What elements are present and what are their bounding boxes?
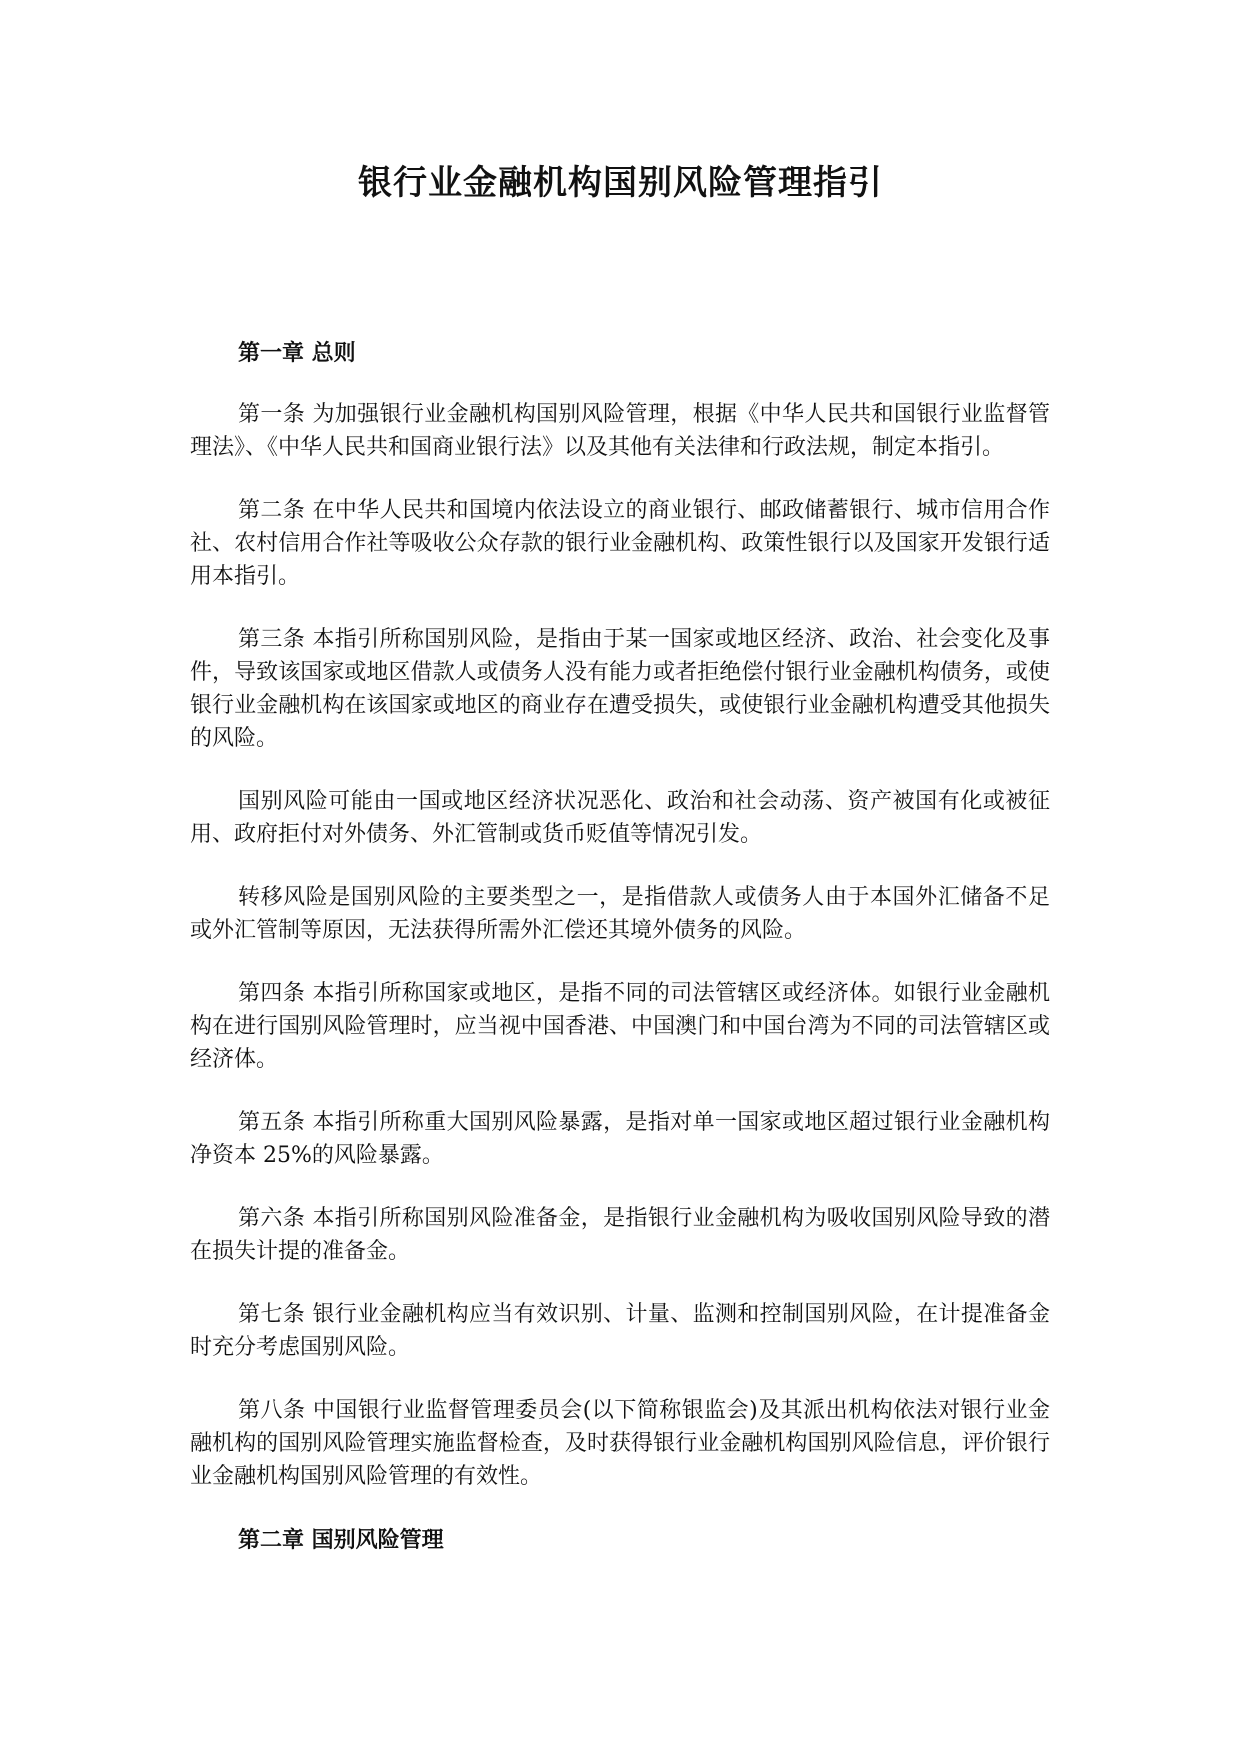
chapter-heading: 第二章 国别风险管理 bbox=[238, 1527, 444, 1553]
article-5: 第五条 本指引所称重大国别风险暴露，是指对单一国家或地区超过银行业金融机构净资本 25%的风险暴露。 bbox=[190, 1110, 1050, 1168]
article-2: 第二条 在中华人民共和国境内依法设立的商业银行、邮政储蓄银行、城市信用合作社、农村信用合作社等吸收公众存款的银行业金融机构、政策性银行以及国家开发银行适用本指引。 bbox=[190, 498, 1050, 589]
chapter-heading: 第一章 总则 bbox=[238, 340, 356, 366]
document-body bbox=[190, 336, 1050, 1585]
article-7: 第七条 银行业金融机构应当有效识别、计量、监测和控制国别风险，在计提准备金时充分考虑国别风险。 bbox=[190, 1302, 1050, 1360]
article-4: 第四条 本指引所称国家或地区，是指不同的司法管辖区或经济体。如银行业金融机构在进行国别风险管理时，应当视中国香港、中国澳门和中国台湾为不同的司法管辖区或经济体。 bbox=[190, 981, 1050, 1072]
article-3: 第三条 本指引所称国别风险，是指由于某一国家或地区经济、政治、社会变化及事件，导致该国家或地区借款人或债务人没有能力或者拒绝偿付银行业金融机构债务，或使银行业金融机构在该国家或地区的商业存在遭受损失，或使银行业金融机构遭受其他损失的风险。 bbox=[190, 627, 1050, 751]
document-title: 银行业金融机构国别风险管理指引 bbox=[358, 163, 883, 203]
article-3-paragraph-2: 国别风险可能由一国或地区经济状况恶化、政治和社会动荡、资产被国有化或被征用、政府拒付对外债务、外汇管制或货币贬值等情况引发。 bbox=[190, 789, 1050, 847]
article-1: 第一条 为加强银行业金融机构国别风险管理，根据《中华人民共和国银行业监督管理法》、《中华人民共和国商业银行法》以及其他有关法律和行政法规，制定本指引。 bbox=[190, 402, 1050, 460]
article-6: 第六条 本指引所称国别风险准备金，是指银行业金融机构为吸收国别风险导致的潜在损失计提的准备金。 bbox=[190, 1206, 1050, 1264]
article-8: 第八条 中国银行业监督管理委员会(以下简称银监会)及其派出机构依法对银行业金融机构的国别风险管理实施监督检查，及时获得银行业金融机构国别风险信息，评价银行业金融机构国别风险管理的有效性。 bbox=[190, 1398, 1050, 1489]
article-3-paragraph-3: 转移风险是国别风险的主要类型之一，是指借款人或债务人由于本国外汇储备不足或外汇管制等原因，无法获得所需外汇偿还其境外债务的风险。 bbox=[190, 885, 1050, 943]
